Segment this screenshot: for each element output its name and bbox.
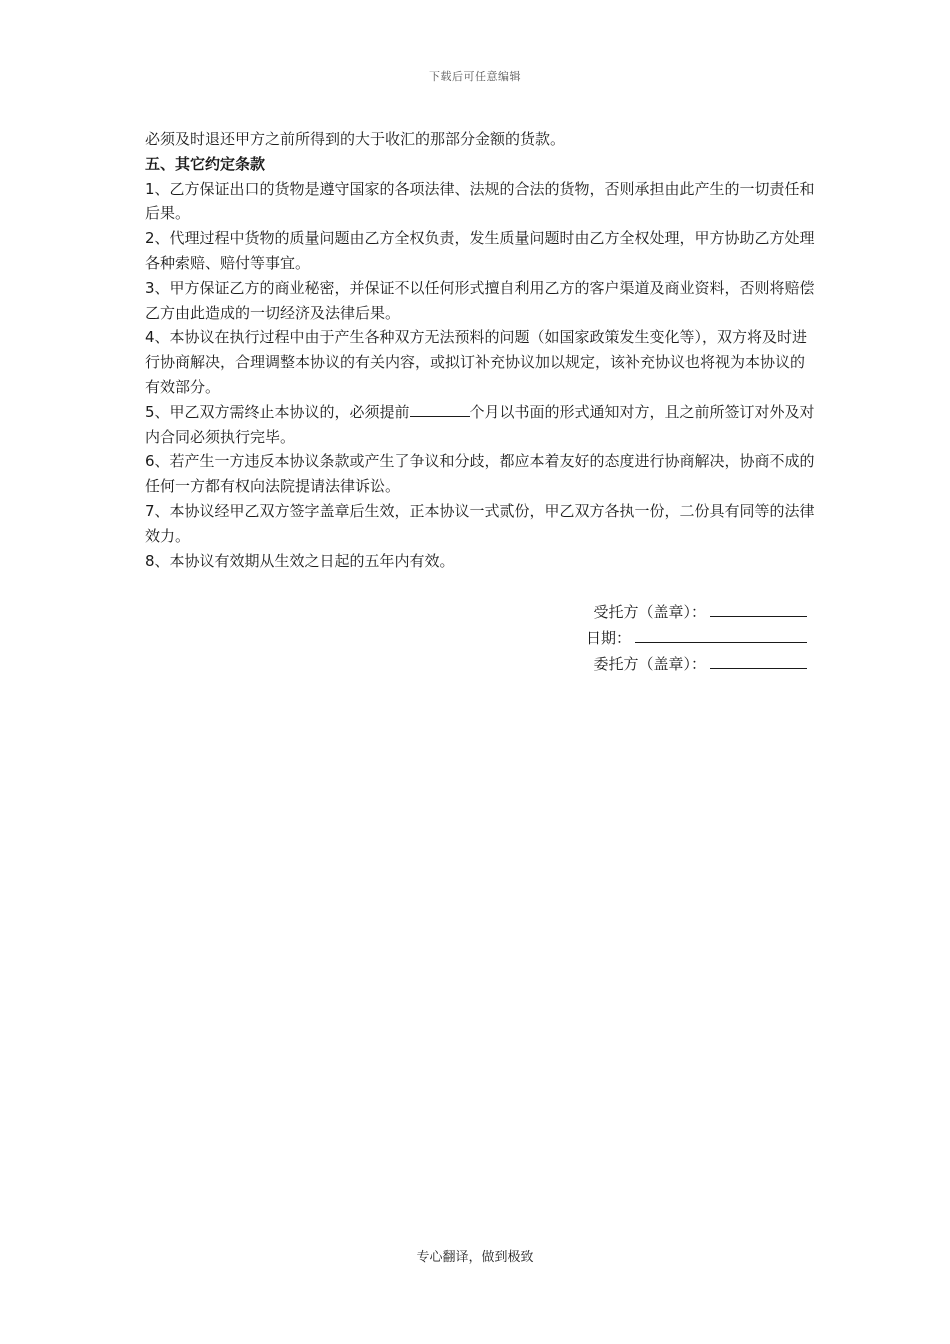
trustor-signature-row: [586, 651, 807, 677]
footer-note: 专心翻译，做到极致: [416, 1250, 534, 1265]
trustor-signature-line[interactable]: [710, 651, 807, 669]
date-row: [586, 625, 807, 651]
clause-1: 1、乙方保证出口的货物是遵守国家的各项法律、法规的合法的货物，否则承担由此产生的一切责任和后果。: [145, 179, 815, 223]
date-label: 日期：: [585, 629, 631, 647]
carryover-paragraph: 必须及时退还甲方之前所得到的大于收汇的那部分金额的货款。: [145, 130, 566, 148]
clause-2: 2、代理过程中货物的质量问题由乙方全权负责，发生质量问题时由乙方全权处理，甲方协助乙方处理各种索赔、赔付等事宜。: [145, 229, 815, 272]
agreement-body: [145, 127, 815, 573]
trustee-label: 受托方（盖章）：: [593, 603, 706, 621]
trustee-signature-row: [586, 599, 807, 625]
trustor-label: 委托方（盖章）：: [593, 655, 706, 673]
date-line[interactable]: [635, 625, 807, 643]
clause-8: 8、本协议有效期从生效之日起的五年内有效。: [145, 551, 455, 570]
section-heading: 五、其它约定条款: [145, 154, 266, 173]
clause-5: [145, 400, 815, 450]
clause-5-before: 5、甲乙双方需终止本协议的，必须提前: [145, 402, 410, 421]
clause-3: 3、甲方保证乙方的商业秘密，并保证不以任何形式擅自利用乙方的客户渠道及商业资料，否则将赔偿乙方由此造成的一切经济及法律后果。: [145, 278, 815, 322]
trustee-signature-line[interactable]: [710, 599, 807, 617]
months-blank-field[interactable]: [410, 400, 470, 417]
header-note: 下载后可任意编辑: [429, 70, 521, 83]
clause-5-after: 个月以书面的形式通知对方，且之前所签订对外及对内合同必须执行完毕。: [145, 402, 815, 446]
signature-block: [586, 599, 807, 677]
clause-7: 7、本协议经甲乙双方签字盖章后生效，正本协议一式贰份，甲乙双方各执一份，二份具有同等的法律效力。: [145, 501, 815, 545]
clause-6: 6、若产生一方违反本协议条款或产生了争议和分歧，都应本着友好的态度进行协商解决，协商不成的任何一方都有权向法院提请法律诉讼。: [145, 452, 815, 496]
clause-4: 4、本协议在执行过程中由于产生各种双方无法预料的问题（如国家政策发生变化等），双方将及时进行协商解决，合理调整本协议的有关内容，或拟订补充协议加以规定，该补充协议也将视为本协议的有效部分。: [145, 328, 808, 396]
